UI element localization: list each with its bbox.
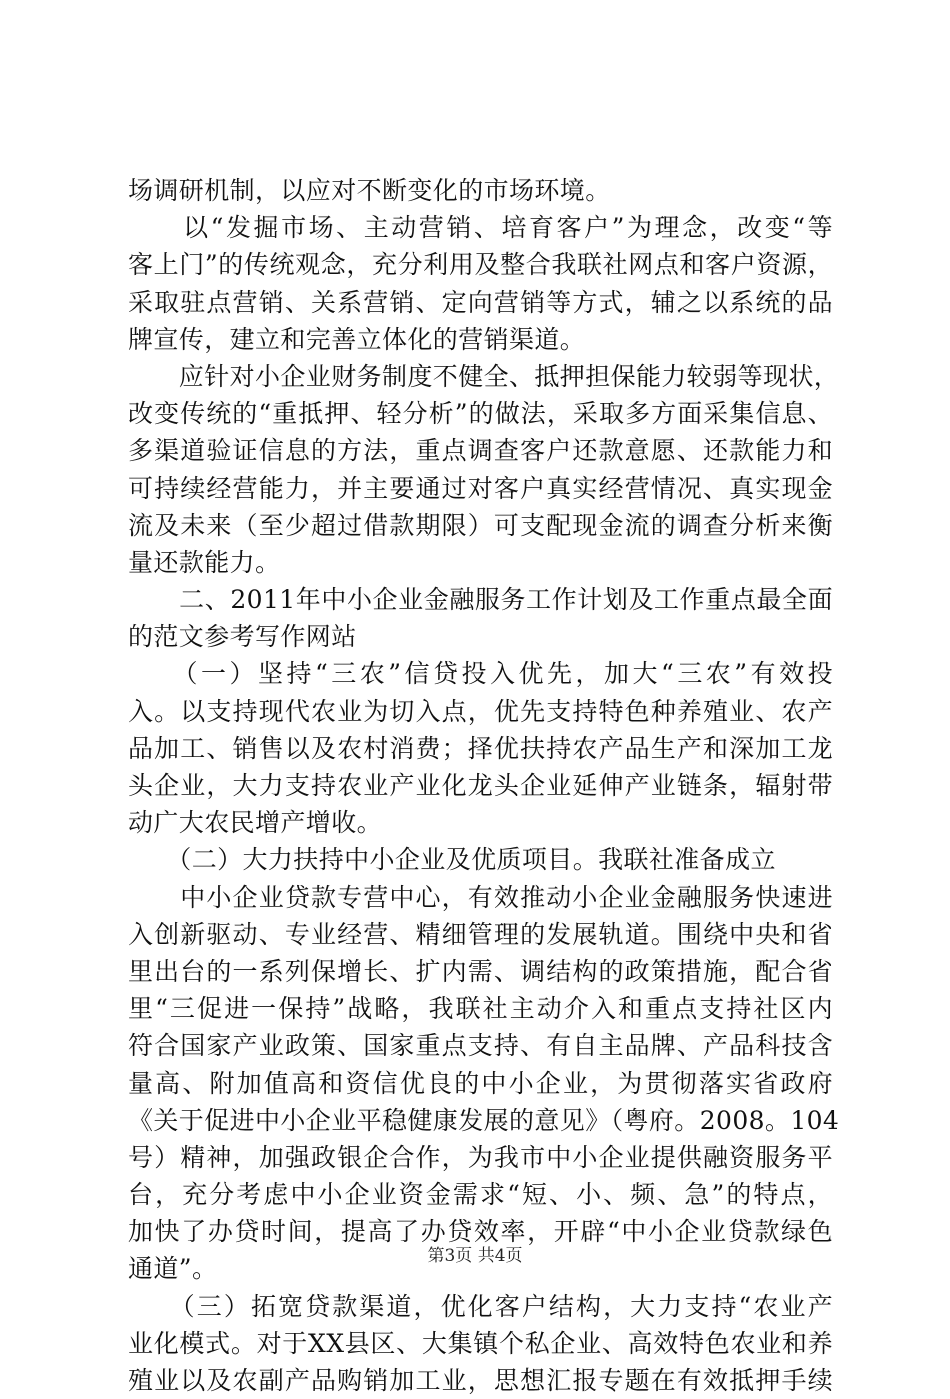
text-line: 的范文参考写作网站 (128, 622, 357, 652)
text-line: 入创新驱动、专业经营、精细管理的发展轨道。围绕中央和省 (128, 919, 833, 949)
text-line: 品加工、销售以及农村消费；择优扶持农产品生产和深加工龙 (128, 733, 833, 763)
text-line: （三）拓宽贷款渠道，优化客户结构，大力支持“农业产 (128, 1291, 833, 1321)
text-line: 加快了办贷时间，提高了办贷效率，开辟“中小企业贷款绿色 (128, 1217, 833, 1247)
text-line: 以“发掘市场、主动营销、培育客户”为理念，改变“等 (128, 213, 833, 243)
text-line: 量还款能力。 (128, 547, 281, 577)
text-line: 中小企业贷款专营中心，有效推动小企业金融服务快速进 (128, 882, 833, 912)
text-line: 业化模式。对于XX县区、大集镇个私企业、高效特色农业和养 (128, 1328, 833, 1358)
text-line: 量高、附加值高和资信优良的中小企业，为贯彻落实省政府 (128, 1068, 833, 1098)
text-line: 入。以支持现代农业为切入点，优先支持特色种养殖业、农产 (128, 696, 833, 726)
text-line: 多渠道验证信息的方法，重点调查客户还款意愿、还款能力和 (128, 436, 833, 466)
text-line: 采取驻点营销、关系营销、定向营销等方式，辅之以系统的品 (128, 287, 833, 317)
text-line: 流及未来（至少超过借款期限）可支配现金流的调查分析来衡 (128, 510, 833, 540)
text-line: （一）坚持“三农”信贷投入优先，加大“三农”有效投 (128, 659, 833, 689)
page-footer: 第3页 共4页 (427, 1246, 523, 1266)
text-line: 场调研机制，以应对不断变化的市场环境。 (128, 176, 611, 205)
document-body (128, 172, 840, 1399)
text-line: 应针对小企业财务制度不健全、抵押担保能力较弱等现状， (128, 361, 840, 391)
text-line: 《关于促进中小企业平稳健康发展的意见》（粤府。2008。104 (128, 1105, 840, 1135)
text-line: 通道”。 (128, 1254, 218, 1284)
text-line: 台，充分考虑中小企业资金需求“短、小、频、急”的特点， (128, 1180, 833, 1210)
text-line: 二、2011年中小企业金融服务工作计划及工作重点最全面 (128, 585, 833, 615)
text-line: （二）大力扶持中小企业及优质项目。我联社准备成立 (128, 845, 776, 875)
text-line: 头企业，大力支持农业产业化龙头企业延伸产业链条，辐射带 (128, 771, 833, 800)
text-line: 牌宣传，建立和完善立体化的营销渠道。 (128, 324, 586, 354)
text-line: 殖业以及农副产品购销加工业，思想汇报专题在有效抵押手续 (128, 1366, 833, 1395)
text-line: 符合国家产业政策、国家重点支持、有自主品牌、产品科技含 (128, 1031, 833, 1061)
text-line: 改变传统的“重抵押、轻分析”的做法，采取多方面采集信息、 (128, 399, 833, 429)
text-line: 里出台的一系列保增长、扩内需、调结构的政策措施，配合省 (128, 956, 833, 986)
text-line: 号）精神，加强政银企合作，为我市中小企业提供融资服务平 (128, 1142, 833, 1172)
text-line: 动广大农民增产增收。 (128, 808, 383, 838)
text-line: 里“三促进一保持”战略，我联社主动介入和重点支持社区内 (128, 994, 833, 1024)
text-line: 可持续经营能力，并主要通过对客户真实经营情况、真实现金 (128, 473, 833, 503)
text-line: 客上门”的传统观念，充分利用及整合我联社网点和客户资源， (128, 250, 833, 280)
